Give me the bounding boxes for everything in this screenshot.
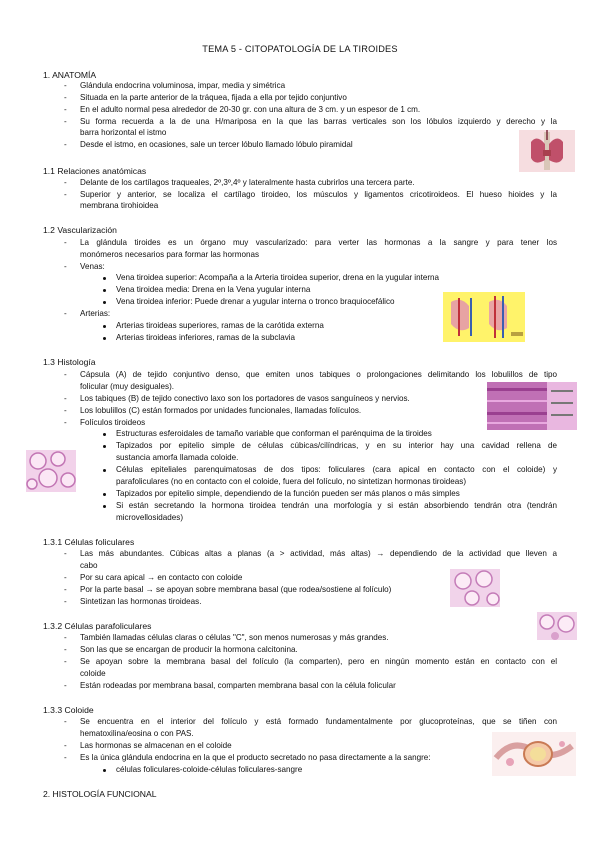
sub-list-item: Tapizados por epitelio simple de células cúbicas/cilíndricas, y en su interior hay una cavidad rellena de	[116, 441, 557, 450]
list-item: Desde el istmo, en ocasiones, sale un tercer lóbulo llamado lóbulo piramidal	[80, 140, 353, 149]
list-item-continuation: membrana tirohioidea	[80, 201, 159, 210]
list-item: Los lobulillos (C) están formados por unidades funcionales, llamadas folículos.	[80, 406, 362, 415]
list-dash: -	[64, 370, 67, 379]
list-dash: -	[64, 81, 67, 90]
bullet	[103, 493, 106, 496]
list-dash: -	[64, 633, 67, 642]
list-item: En el adulto normal pesa alrededor de 20-30 gr. con una altura de 3 cm. y un espesor de 1 cm.	[80, 105, 421, 114]
list-item: La glándula tiroides es un órgano muy vascularizado: para verter las hormonas a la sangre y para tener los	[80, 238, 557, 247]
sub-list-item: Tapizados por epitelio simple, dependiendo de la función pueden ser más planos o más simples	[116, 489, 460, 498]
sub-list-item-continuation: microvellosidades)	[116, 513, 184, 522]
list-dash: -	[64, 549, 67, 558]
list-item-continuation: barra horizontal el istmo	[80, 128, 167, 137]
list-item-continuation: cabo	[80, 561, 98, 570]
sub-list-item: Si están secretando la hormona tiroidea tendrán una morfología y si están absorbiendo tendrán otra (tendrán	[116, 501, 557, 510]
list-dash: -	[64, 190, 67, 199]
section-heading-vascularizacion: 1.2 Vascularización	[43, 225, 117, 235]
list-item: Sintetizan las hormonas tiroideas.	[80, 597, 202, 606]
sub-list-item: Estructuras esferoidales de tamaño variable que conforman el parénquima de la tiroides	[116, 429, 432, 438]
colloid-diagram-image	[492, 732, 576, 776]
list-dash: -	[64, 681, 67, 690]
list-item: Se encuentra en el interior del folículo y está formado fundamentalmente por glucoproteínas, que se tiñen con	[80, 717, 557, 726]
list-item: Están rodeadas por membrana basal, comparten membrana basal con la célula folicular	[80, 681, 396, 690]
sub-list-item: Células epiteliales parenquimatosas de dos tipos: foliculares (cara apical en contacto con el coloide) y	[116, 465, 557, 474]
list-item-continuation: hematoxilina/eosina o con PAS.	[80, 729, 194, 738]
list-dash: -	[64, 717, 67, 726]
list-dash: -	[64, 741, 67, 750]
bullet	[103, 301, 106, 304]
list-item: Glándula endocrina voluminosa, impar, media y simétrica	[80, 81, 286, 90]
list-item: Su forma recuerda a la de una H/mariposa en la que las barras verticales son los lóbulos izquierdo y derecho y la	[80, 117, 557, 126]
bullet	[103, 277, 106, 280]
list-item: Venas:	[80, 262, 105, 271]
list-dash: -	[64, 140, 67, 149]
list-dash: -	[64, 309, 67, 318]
list-dash: -	[64, 394, 67, 403]
section-heading-celulas-foliculares: 1.3.1 Células foliculares	[43, 537, 135, 547]
sub-list-item-continuation: sustancia amorfa llamada coloide.	[116, 453, 239, 462]
list-dash: -	[64, 585, 67, 594]
list-dash: -	[64, 105, 67, 114]
list-item: Folículos tiroideos	[80, 418, 146, 427]
list-dash: -	[64, 645, 67, 654]
list-item: Arterias:	[80, 309, 111, 318]
bullet	[103, 445, 106, 448]
list-item: Cápsula (A) de tejido conjuntivo denso, que emiten unos tabiques o prolongaciones delimitando los lobulillos de tipo	[80, 370, 557, 379]
bullet	[103, 769, 106, 772]
list-dash: -	[64, 117, 67, 126]
list-item-continuation: coloide	[80, 669, 106, 678]
bullet	[103, 289, 106, 292]
sub-list-item: Arterias tiroideas superiores, ramas de la carótida externa	[116, 321, 324, 330]
list-dash: -	[64, 753, 67, 762]
list-dash: -	[64, 418, 67, 427]
section-heading-celulas-parafoliculares: 1.3.2 Células parafoliculares	[43, 621, 152, 631]
list-item: Los tabiques (B) de tejido conectivo laxo son los portadores de vasos sanguíneos y nervios.	[80, 394, 410, 403]
list-item: Situada en la parte anterior de la tráquea, fijada a ella por tejido conjuntivo	[80, 93, 347, 102]
list-item: Se apoyan sobre la membrana basal del folículo (la comparten), pero en ningún momento están en contacto con el	[80, 657, 557, 666]
sub-list-item: células foliculares-coloide-células foliculares-sangre	[116, 765, 303, 774]
list-dash: -	[64, 262, 67, 271]
list-item: También llamadas células claras o células "C", son menos numerosas y más grandes.	[80, 633, 389, 642]
list-item-continuation: folicular (muy desiguales).	[80, 382, 175, 391]
section-heading-relaciones: 1.1 Relaciones anatómicas	[43, 166, 147, 176]
section-heading-anatomia: 1. ANATOMÍA	[43, 70, 97, 80]
bullet	[103, 325, 106, 328]
list-item: Por su cara apical → en contacto con coloide	[80, 573, 243, 582]
sub-list-item: Vena tiroidea inferior: Puede drenar a yugular interna o tronco braquiocefálico	[116, 297, 395, 306]
list-item: Por la parte basal → se apoyan sobre membrana basal (que rodea/sostiene al folículo)	[80, 585, 392, 594]
list-item: Superior y anterior, se localiza el cartílago tiroideo, los músculos y ligamentos cricotiroideos. El hueso hioides y la	[80, 190, 557, 199]
list-item: Las más abundantes. Cúbicas altas a planas (a > actividad, más altas) → dependiendo de la actividad que lleven a	[80, 549, 557, 558]
list-item: Son las que se encargan de producir la hormona calcitonina.	[80, 645, 298, 654]
list-item: Delante de los cartílagos traqueales, 2º,3º,4º y lateralmente hasta cubrirlos una tercera parte.	[80, 178, 415, 187]
parafollicular-cells-image	[537, 612, 577, 640]
list-item: Las hormonas se almacenan en el coloide	[80, 741, 232, 750]
sub-list-item-continuation: parafoliculares (no en contacto con el coloide, fuera del folículo, no sintetizan hormonas tiroideas)	[116, 477, 467, 486]
document-title: TEMA 5 - CITOPATOLOGÍA DE LA TIROIDES	[202, 44, 398, 54]
vascular-diagram-image	[443, 292, 525, 342]
bullet	[103, 469, 106, 472]
list-dash: -	[64, 238, 67, 247]
follicular-cells-image	[450, 569, 500, 607]
histology-capsule-image	[487, 382, 577, 430]
list-dash: -	[64, 178, 67, 187]
thyroid-anatomy-image	[519, 130, 575, 172]
section-heading-histologia: 1.3 Histología	[43, 357, 96, 367]
bullet	[103, 337, 106, 340]
sub-list-item: Vena tiroidea superior: Acompaña a la Arteria tiroidea superior, drena en la yugular interna	[116, 273, 440, 282]
list-dash: -	[64, 93, 67, 102]
list-dash: -	[64, 406, 67, 415]
sub-list-item: Arterias tiroideas inferiores, ramas de la subclavia	[116, 333, 296, 342]
bullet	[103, 505, 106, 508]
list-item-continuation: monómeros necesarios para formar las hormonas	[80, 250, 260, 259]
section-heading-coloide: 1.3.3 Coloide	[43, 705, 94, 715]
list-dash: -	[64, 573, 67, 582]
list-dash: -	[64, 597, 67, 606]
section-heading-histologia-funcional: 2. HISTOLOGÍA FUNCIONAL	[43, 789, 157, 799]
follicle-histology-image	[26, 450, 76, 492]
bullet	[103, 433, 106, 436]
list-item: Es la única glándula endocrina en la que el producto secretado no pasa directamente a la sangre:	[80, 753, 431, 762]
list-dash: -	[64, 657, 67, 666]
sub-list-item: Vena tiroidea media: Drena en la Vena yugular interna	[116, 285, 311, 294]
